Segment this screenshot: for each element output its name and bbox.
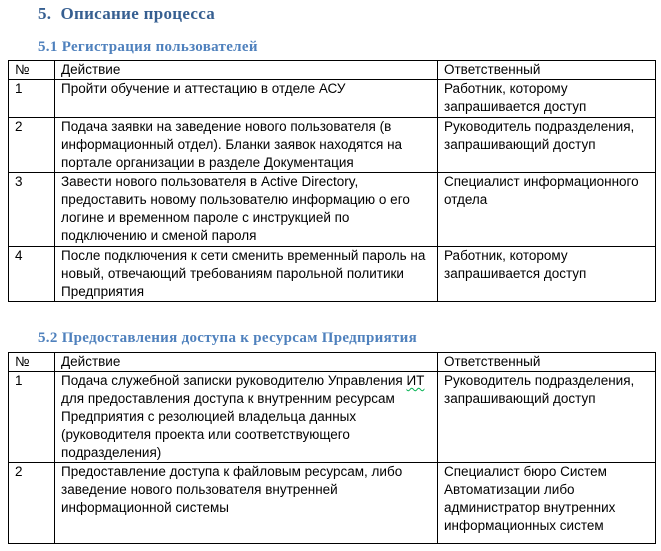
access-table	[8, 352, 656, 544]
cell-action: Подача заявки на заведение нового пользователя (в информационный отдел). Бланки заявок находятся на портале организации в разделе Документация	[55, 118, 438, 173]
cell-responsible: Работник, которому запрашивается доступ	[438, 247, 656, 302]
table-header-row	[9, 353, 656, 372]
cell-action: Предоставление доступа к файловым ресурсам, либо заведение нового пользователя внутренней информационной системы	[55, 463, 438, 544]
action-text-part: для предоставления доступа к внутренним ресурсам Предприятия с резолюцией владельца данных (руководителя проекта или соответствующего подразделения)	[61, 391, 395, 460]
spellcheck-marked-word: ИТ	[406, 373, 425, 388]
cell-num: 3	[9, 173, 55, 247]
action-text-part: Подача служебной записки руководителю Управления	[61, 373, 407, 388]
table-header-row	[9, 61, 656, 80]
subsection-heading-5-1: 5.1 Регистрация пользователей	[38, 39, 258, 55]
cell-responsible: Работник, которому запрашивается доступ	[438, 80, 656, 118]
table-row	[9, 173, 656, 247]
cell-num: 1	[9, 80, 55, 118]
subsection-heading-5-2: 5.2 Предоставления доступа к ресурсам Предприятия	[38, 330, 418, 346]
col-header-action: Действие	[55, 61, 438, 80]
cell-responsible: Руководитель подразделения, запрашивающий доступ	[438, 372, 656, 463]
cell-responsible: Руководитель подразделения, запрашивающий доступ	[438, 118, 656, 173]
cell-num: 1	[9, 372, 55, 463]
cell-action: Завести нового пользователя в Active Directory, предоставить новому пользователю информацию о его логине и временном пароле с инструкцией по подключению и сменой пароля	[55, 173, 438, 247]
cell-num: 4	[9, 247, 55, 302]
table-row	[9, 80, 656, 118]
cell-num: 2	[9, 118, 55, 173]
table-row	[9, 247, 656, 302]
table-row	[9, 118, 656, 173]
cell-responsible: Специалист бюро Систем Автоматизации либо администратор внутренних информационных систем	[438, 463, 656, 544]
cell-action: Пройти обучение и аттестацию в отделе АСУ	[55, 80, 438, 118]
col-header-responsible: Ответственный	[438, 353, 656, 372]
col-header-num: №	[9, 353, 55, 372]
cell-action	[55, 372, 438, 463]
cell-num: 2	[9, 463, 55, 544]
cell-responsible: Специалист информационного отдела	[438, 173, 656, 247]
cell-action: После подключения к сети сменить временный пароль на новый, отвечающий требованиям парольной политики Предприятия	[55, 247, 438, 302]
table-row	[9, 372, 656, 463]
col-header-responsible: Ответственный	[438, 61, 656, 80]
col-header-action: Действие	[55, 353, 438, 372]
table-row	[9, 463, 656, 544]
col-header-num: №	[9, 61, 55, 80]
registration-table	[8, 60, 656, 302]
page-title: 5. Описание процесса	[38, 4, 216, 23]
